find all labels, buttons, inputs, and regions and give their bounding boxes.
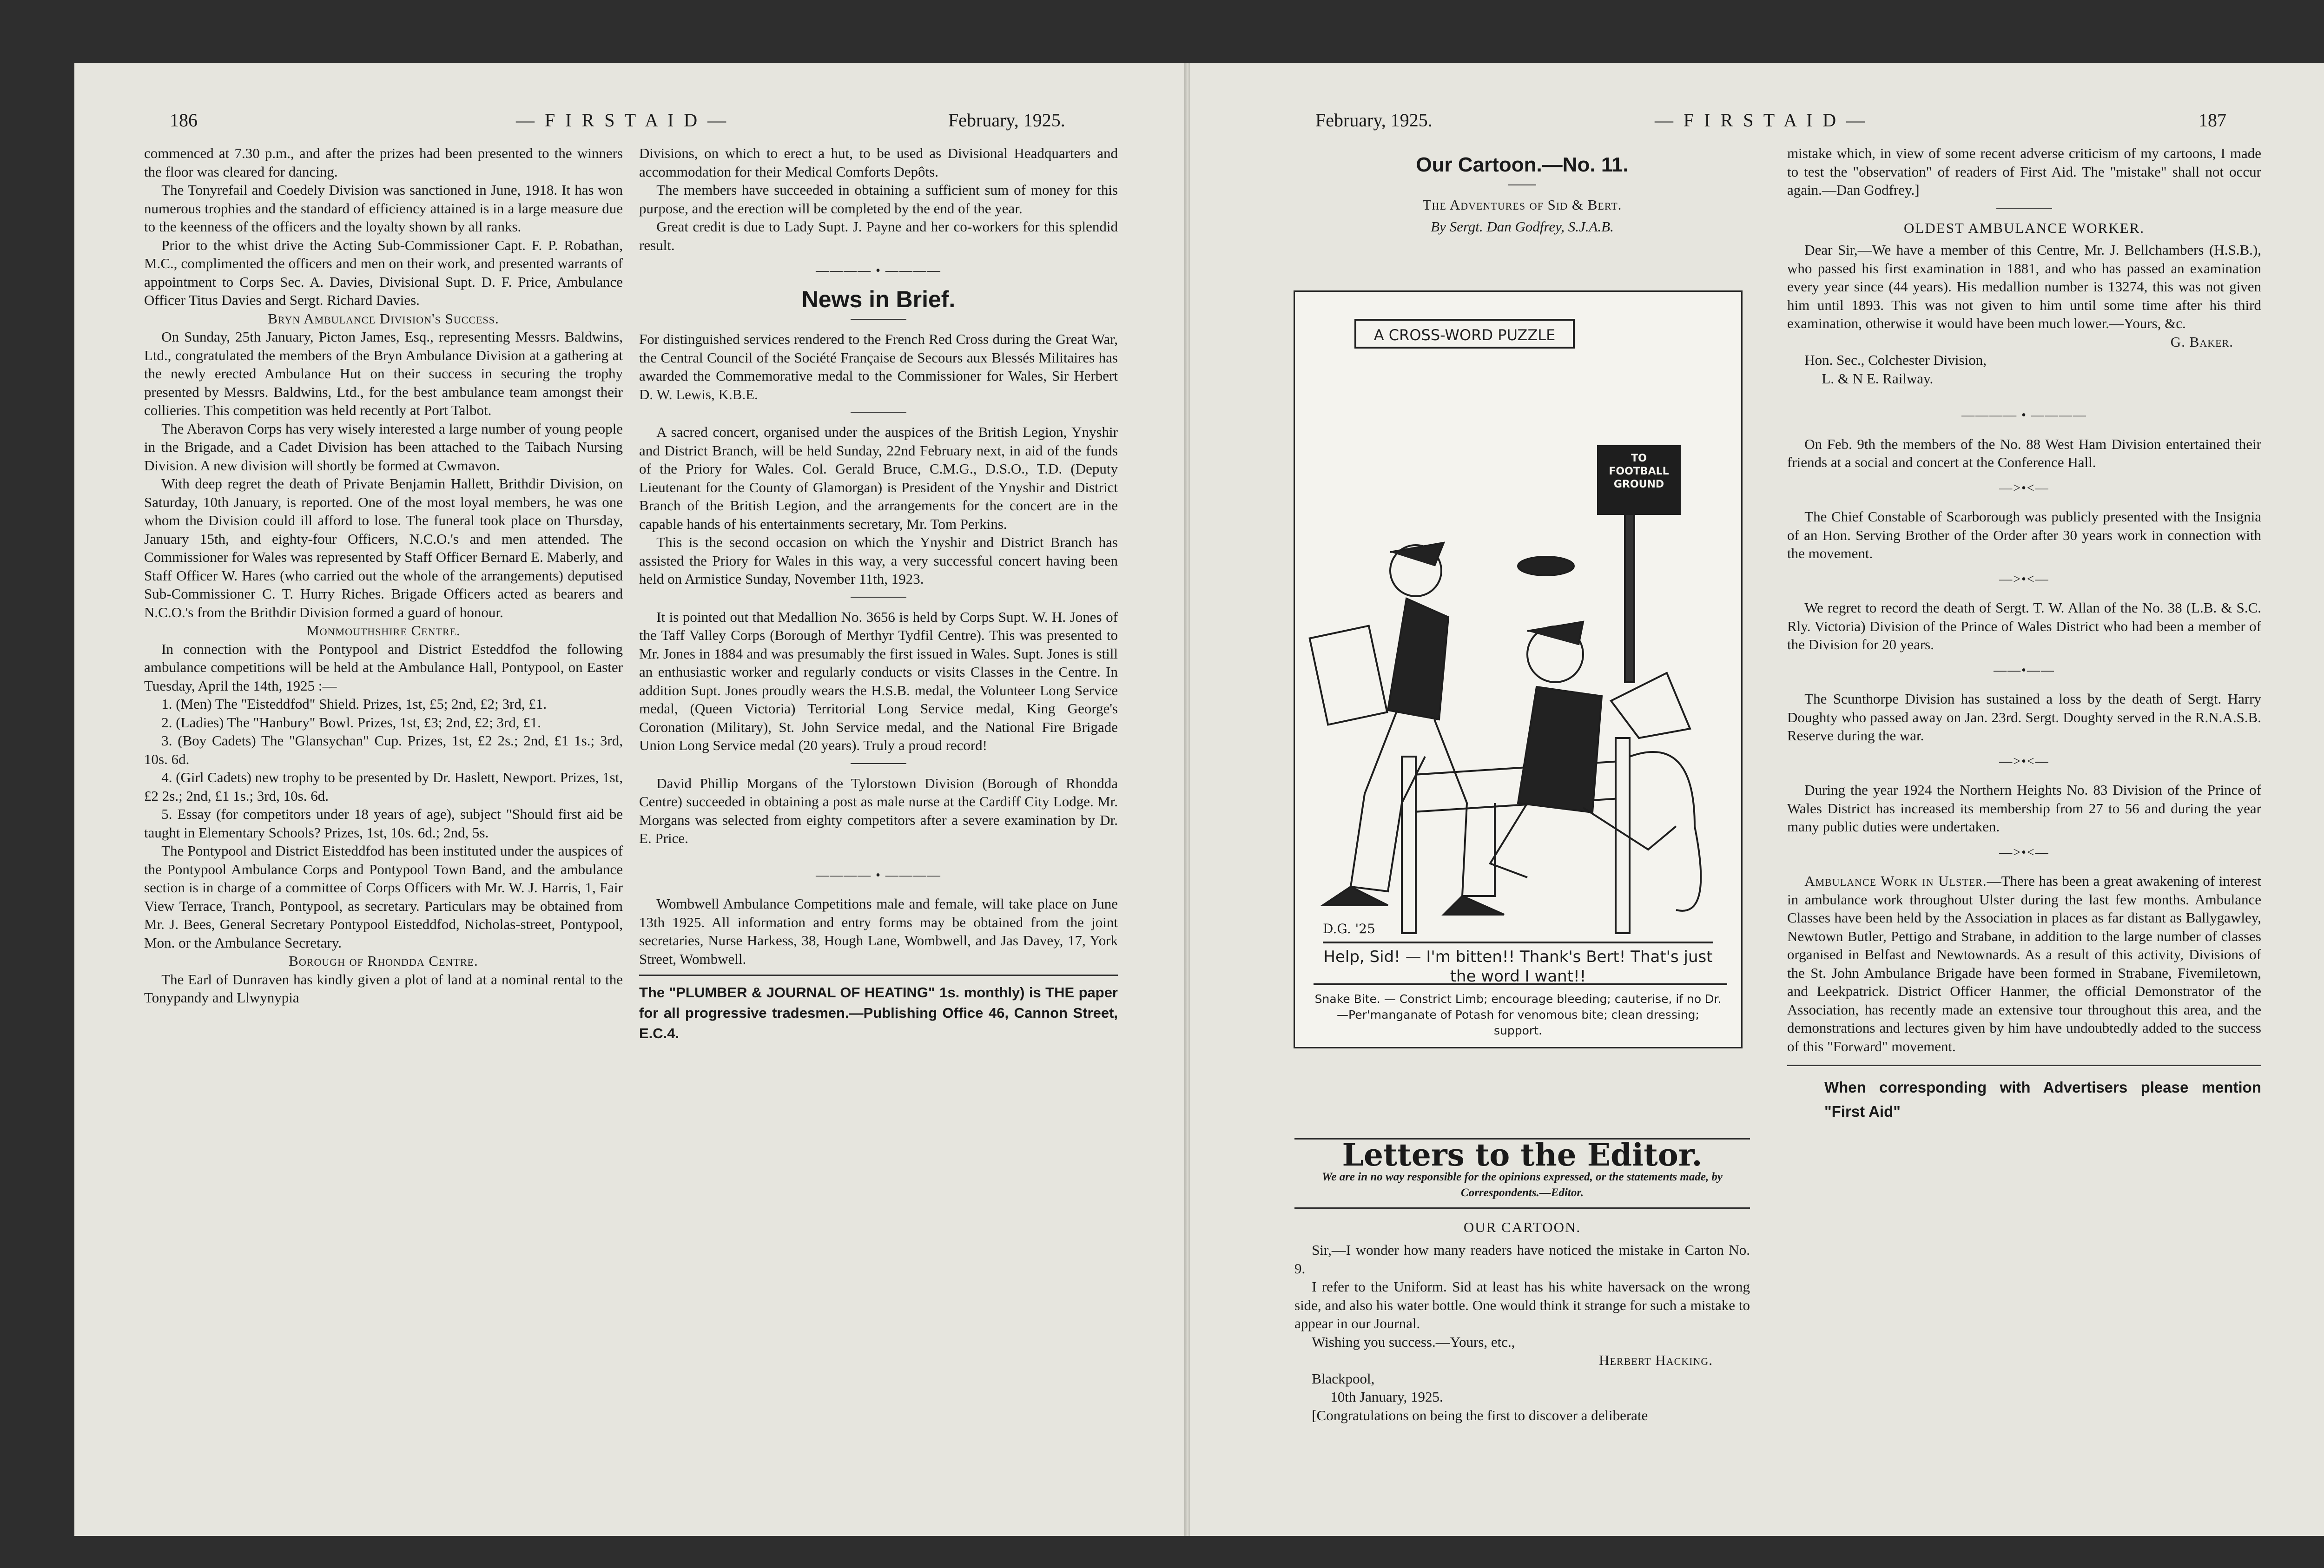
divider — [851, 763, 906, 764]
paragraph: In connection with the Pontypool and District Esteddfod the following ambulance competitions will be held at the Ambulance Hall, Pontypool, on Easter Tuesday, April the 14th, 1925 :— — [144, 640, 623, 694]
news-item — [1787, 872, 2261, 1055]
right-running-head — [1190, 109, 2324, 137]
cartoon-subtitle: The Adventures of Sid & Bert. — [1422, 196, 1622, 213]
left-running-head — [74, 109, 1185, 137]
journal-title: — F I R S T A I D — — [516, 110, 729, 131]
news-item-text: —There has been a great awakening of interest in ambulance work throughout Ulster during the last few months. Ambulance Classes have been held by the Association in places as far distant as Ballygawley, Newtown Butler, Pettigo and Strabane, in addition to the large number of classes organised in Belfast and Newtownards. As a result of this activity, Divisions of the St. John Ambulance Brigade have been formed in Strabane, Fivemiletown, and Leekpatrick. District Officer Hanmer, the official Demonstrator of the Association, has recently made an extensive tour throughout this area, and the demonstrations and lectures given by him have undoubtedly added to the success of this "Forward" movement. — [1787, 873, 2262, 1054]
paragraph: Great credit is due to Lady Supt. J. Payne and her co-workers for this splendid result. — [639, 218, 1118, 253]
journal-title: — F I R S T A I D — — [1655, 110, 1868, 131]
left-page — [74, 63, 1185, 1536]
paragraph: mistake which, in view of some recent adverse criticism of my cartoons, I made to test the "observation" of readers of First Aid. The "mistake" shall not occur again.—Dan Godfrey.] — [1787, 145, 2261, 198]
ornament-divider: ———— • ———— — [816, 868, 941, 883]
first-aid-caption-text: Snake Bite. — Constrict Limb; encourage bleeding; cauterise, if no Dr.—Per'manganate of Potash for venomous bite; clean dressing; support. — [1314, 992, 1722, 1037]
cartoon-byline: By Sergt. Dan Godfrey, S.J.A.B. — [1431, 218, 1614, 235]
cartoon-illustration — [1294, 290, 1743, 1048]
divider — [851, 319, 906, 320]
left-column-1 — [144, 144, 623, 1007]
divider — [1996, 208, 2052, 209]
list-item: 1. (Men) The "Eisteddfod" Shield. Prizes, 1st, £5; 2nd, £2; 3rd, £1. — [161, 696, 547, 712]
letter-place: Blackpool, — [1312, 1370, 1375, 1387]
paragraph: The Tonyrefail and Coedely Division was sanctioned in June, 1918. It has won numerous trophies and the standard of efficiency attained is in a large measure due to the keenness of the officers and the loyalty shown by all ranks. — [144, 182, 623, 235]
page-number: 187 — [2199, 110, 2226, 131]
cartoon-drawing — [1295, 292, 1741, 1047]
news-item: This is the second occasion on which the Ynyshir and District Branch has assisted the Priory for Wales in this way, a very successful concert having been held on Armistice Sunday, November 11th, 1923. — [639, 534, 1118, 587]
news-item: It is pointed out that Medallion No. 3656 is held by Corps Supt. W. H. Jones of the Taff Valley Corps (Borough of Merthyr Tydfil Centre). This was presented to Mr. Jones in 1884 and was presumably the first issued in Wales. Supt. Jones is still an enthusiastic worker and regularly conducts or visits Classes in the Centre. In addition Supt. Jones proudly wears the H.S.B. medal, the Volunteer Long Service medal, (Queen Victoria) Territorial Long Service medal, King George's Coronation (Military), St. John Service medal, and the National Fire Brigade Union Long Service medal (20 years). Truly a proud record! — [639, 608, 1118, 753]
letters-disclaimer: We are in no way responsible for the opinions expressed, or the statements made, by Correspondents.—Editor. — [1321, 1170, 1723, 1199]
letter-signature: Herbert Hacking. — [1599, 1352, 1713, 1368]
news-item: Wombwell Ambulance Competitions male and female, will take place on June 13th 1925. All information and entry forms may be obtained from the joint secretaries, Nurse Harkess, 38, Hough Lane, Wombwell, and Jas Davey, 17, York Street, Wombwell. — [639, 896, 1118, 967]
divider — [851, 597, 906, 598]
football-sign-label — [1599, 452, 1678, 513]
letter-signature: G. Baker. — [2170, 333, 2233, 350]
ornament-divider: —>•<— — [1999, 845, 2049, 860]
right-column-1 — [1294, 151, 1750, 236]
page-date: February, 1925. — [1315, 110, 1433, 131]
paragraph: The Aberavon Corps has very wisely interested a large number of young people in the Brigade, and a Cadet Division has been attached to the Taibach Nursing Division. A new division will shortly be formed at Cwmavon. — [144, 420, 623, 474]
divider — [1508, 184, 1536, 185]
letter-date: 10th January, 1925. — [1330, 1389, 1443, 1405]
letter-sign-line: L. & N E. Railway. — [1822, 370, 1934, 387]
letter-sign-line: Hon. Sec., Colchester Division, — [1804, 352, 1987, 368]
advertisement: The "PLUMBER & JOURNAL OF HEATING" 1s. monthly) is THE paper for all progressive tradesmen.—Publishing Office 46, Cannon Street, E.C.4. — [639, 984, 1118, 1041]
letter-text: Sir,—I wonder how many readers have noticed the mistake in Carton No. 9. — [1294, 1242, 1750, 1277]
divider — [639, 975, 1118, 976]
divider — [1787, 1065, 2261, 1066]
speech-caption-text: Help, Sid! — I'm bitten!! Thank's Bert! That's just the word I want!! — [1323, 948, 1713, 986]
ornament-divider: —>•<— — [1999, 572, 2049, 586]
news-item: We regret to record the death of Sergt. T. W. Allan of the No. 38 (L.B. & S.C. Rly. Victoria) Division of the Prince of Wales District who had been a member of the Division for 20 years. — [1787, 600, 2261, 652]
page-number: 186 — [170, 110, 198, 131]
paragraph: commenced at 7.30 p.m., and after the prizes had been presented to the winners the floor was cleared for dancing. — [144, 145, 623, 180]
crossword-sign-text: A CROSS-WORD PUZZLE — [1373, 326, 1556, 344]
letter-text: Wishing you success.—Yours, etc., — [1312, 1333, 1515, 1350]
letter-heading: OUR CARTOON. — [1463, 1219, 1581, 1235]
section-title: News in Brief. — [801, 286, 956, 312]
news-item: On Feb. 9th the members of the No. 88 West Ham Division entertained their friends at a social and concert at the Conference Hall. — [1787, 435, 2261, 470]
news-item: For distinguished services rendered to the French Red Cross during the Great War, the Central Council of the Société Française de Secours aux Blessés Militaires has awarded the Commemorative medal to the Commissioner for Wales, Sir Herbert D. W. Lewis, K.B.E. — [639, 331, 1118, 402]
news-item: A sacred concert, organised under the auspices of the British Legion, Ynyshir and District Branch, will be held Sunday, 22nd February next, in aid of the funds of the Priory for Wales. Col. Gerald Bruce, C.M.G., D.S.O., T.D. (Deputy Lieutenant for the County of Glamorgan) is President of the Ynyshir and District Branch of the British Legion, and the arrangements for the concert are in the capable hands of his entertainments secretary, Mr. Tom Perkins. — [639, 424, 1118, 532]
news-item: The Scunthorpe Division has sustained a loss by the death of Sergt. Harry Doughty who passed away on Jan. 23rd. Sergt. Doughty served in the R.N.A.S.B. Reserve during the war. — [1787, 691, 2261, 744]
ornament-divider: ——•—— — [1994, 663, 2055, 678]
ornament-divider: —>•<— — [1999, 481, 2049, 495]
left-column-2 — [639, 144, 1118, 1044]
paragraph: With deep regret the death of Private Benjamin Hallett, Brithdir Division, on Saturday, 10th January, is reported. One of the most loyal members, he was one whom the Division could ill afford to lose. The funeral took place on Thursday, January 15th, and eighty-four Officers, N.C.O.'s and men attended. The Commissioner for Wales was represented by Staff Officer Bernard E. Maberly, and Staff Officer W. Hares (who carried out the whole of the arrangements) deputised Sub-Commissioner C. T. Hurry Riches. Brigade Officers acted as bearers and N.C.O.'s from the Brithdir Division formed a guard of honour. — [144, 475, 623, 620]
paragraph: The members have succeeded in obtaining a sufficient sum of money for this purpose, and the erection will be completed by the end of the year. — [639, 182, 1118, 217]
section-heading: Monmouthshire Centre. — [306, 622, 461, 639]
section-heading: OLDEST AMBULANCE WORKER. — [1904, 219, 2145, 236]
artist-signature: D.G. '25 — [1323, 921, 1375, 936]
paragraph: The Earl of Dunraven has kindly given a plot of land at a nominal rental to the Tonypandy and Llwynypia — [144, 971, 623, 1006]
paragraph: Prior to the whist drive the Acting Sub-Commissioner Capt. F. P. Robathan, M.C., complimented the officers and men on their work, and presented warrants of appointment to Corps Sec. A. Davies, Divisional Supt. D. F. Price, Ambulance Officer Titus Davies and Sergt. Richard Davies. — [144, 237, 623, 308]
ornament-divider: —>•<— — [1999, 754, 2049, 769]
right-column-2 — [1787, 144, 2261, 1124]
news-item-heading: Ambulance Work in Ulster. — [1804, 873, 1987, 889]
paragraph: The Pontypool and District Eisteddfod has been instituted under the auspices of the Pontypool Ambulance Corps and Pontypool Town Band, and the ambulance section is in charge of a committee of Corps Officers with Mr. W. J. Harris, 1, Fair View Terrace, Tranch, Pontypool, as secretary. Particulars may be obtained from Mr. J. Bees, General Secretary Pontypool Eisteddfod, Nicholas-street, Pontypool, Mon. or the Ambulance Secretary. — [144, 843, 623, 951]
news-item: During the year 1924 the Northern Heights No. 83 Division of the Prince of Wales District has increased its membership from 27 to 56 and during the year many public duties were undertaken. — [1787, 782, 2261, 835]
list-item: 3. (Boy Cadets) The "Glansychan" Cup. Prizes, 1st, £2 2s.; 2nd, £1 1s.; 3rd, 10s. 6d. — [144, 732, 623, 767]
section-heading: Bryn Ambulance Division's Success. — [268, 310, 499, 327]
letter-text: I refer to the Uniform. Sid at least has his white haversack on the wrong side, and also his water bottle. One would think it strange for such a mistake to appear in our Journal. — [1294, 1278, 1750, 1331]
right-column-1-lower — [1294, 1132, 1750, 1424]
letters-title: Letters to the Editor. — [1342, 1137, 1703, 1173]
first-aid-caption — [1314, 991, 1723, 1042]
news-item: David Phillip Morgans of the Tylorstown Division (Borough of Rhondda Centre) succeeded in obtaining a post as male nurse at the Cardiff City Lodge. Mr. Morgans was selected from eighty competitors after a severe examination by Dr. E. Price. — [639, 775, 1118, 846]
ornament-divider: ———— • ———— — [816, 264, 941, 278]
page-date: February, 1925. — [948, 110, 1065, 131]
cartoon-title: Our Cartoon.—No. 11. — [1416, 153, 1629, 176]
divider — [1294, 1207, 1750, 1209]
football-sign-text: TO FOOTBALL GROUND — [1609, 453, 1669, 490]
speech-caption — [1314, 947, 1723, 989]
list-item: 2. (Ladies) The "Hanbury" Bowl. Prizes, 1st, £3; 2nd, £2; 3rd, £1. — [161, 714, 541, 731]
divider — [851, 412, 906, 413]
advertiser-note: When corresponding with Advertisers please mention "First Aid" — [1824, 1079, 2261, 1120]
list-item: 4. (Girl Cadets) new trophy to be presented by Dr. Haslett, Newport. Prizes, 1st, £2 2s.; 2nd, £1 1s.; 3rd, 10s. 6d. — [144, 769, 623, 804]
news-item: The Chief Constable of Scarborough was publicly presented with the Insignia of an Hon. Serving Brother of the Order after 30 years work in connection with the movement. — [1787, 508, 2261, 561]
letter-text: [Congratulations on being the first to discover a deliberate — [1312, 1407, 1648, 1423]
ornament-divider: ———— • ———— — [1961, 408, 2087, 422]
section-heading: Borough of Rhondda Centre. — [289, 953, 478, 969]
letter-text: Dear Sir,—We have a member of this Centre, Mr. J. Bellchambers (H.S.B.), who passed his first examination in 1881, and who has passed an examination every year since (44 years). His medallion number is 13274, this was not given him until 1893. This was not given to him until some time after his third examination, otherwise it would have been much lower.—Yours, &c. — [1787, 242, 2261, 331]
paragraph: On Sunday, 25th January, Picton James, Esq., representing Messrs. Baldwins, Ltd., congratulated the members of the Bryn Ambulance Division at a gathering at the newly erected Ambulance Hut on their success in securing the trophy presented by Messrs. Baldwins, Ltd., for the best ambulance team amongst their collieries. This competition was held recently at Port Talbot. — [144, 329, 623, 418]
paragraph: Divisions, on which to erect a hut, to be used as Divisional Headquarters and accommodation for their Medical Comforts Depôts. — [639, 145, 1118, 180]
list-item: 5. Essay (for competitors under 18 years of age), subject "Should first aid be taught in Elementary Schools? Prizes, 1st, 10s. 6d.; 2nd, 5s. — [144, 806, 623, 841]
